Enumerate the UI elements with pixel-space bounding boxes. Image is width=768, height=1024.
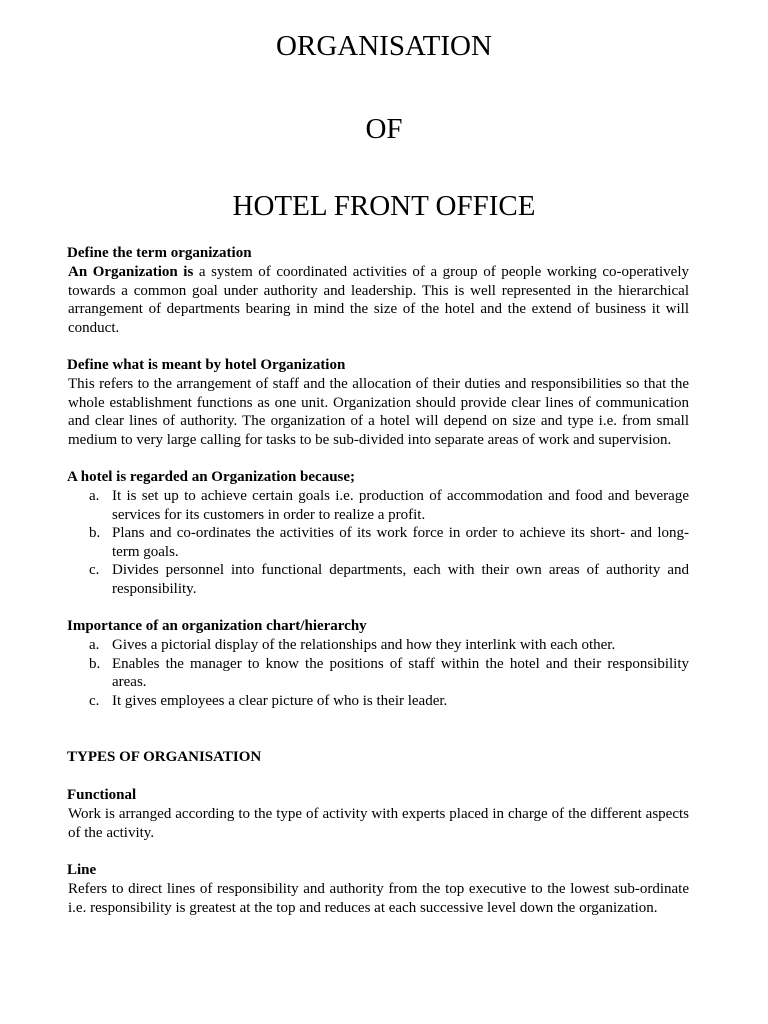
list-marker: c. xyxy=(89,562,100,578)
list-marker: a. xyxy=(89,488,100,504)
paragraph-text: a system of coordinated activities of a group of people working co-operatively towards a common goal under authority and leadership. This is well represented in the hierarchical arrangement of departments bearing in mind the size of the hotel and the extend of business it will conduct. xyxy=(68,264,689,336)
section-paragraph: Work is arranged according to the type of activity with experts placed in charge of the different aspects of the activity. xyxy=(68,806,689,841)
section-hotel-is-organization xyxy=(67,468,689,598)
document-body xyxy=(67,244,689,917)
lead-term: An Organization is xyxy=(68,264,194,280)
title-line-1: ORGANISATION xyxy=(276,30,492,62)
list-item-text: It is set up to achieve certain goals i.e. production of accommodation and food and beverage services for its customers in order to realize a profit. xyxy=(112,488,689,523)
importance-list xyxy=(67,636,689,710)
reasons-list xyxy=(67,487,689,598)
list-item-text: Gives a pictorial display of the relationships and how they interlink with each other. xyxy=(112,637,616,653)
list-item xyxy=(67,487,689,524)
section-heading: Define the term organization xyxy=(67,245,252,261)
section-functional xyxy=(67,786,689,842)
section-paragraph xyxy=(68,263,689,337)
list-item-text: Enables the manager to know the positions of staff within the hotel and their responsibility areas. xyxy=(112,655,689,690)
list-item xyxy=(67,561,689,598)
list-item xyxy=(67,692,689,711)
section-define-hotel-organization xyxy=(67,356,689,449)
list-item xyxy=(67,655,689,692)
list-marker: c. xyxy=(89,692,100,709)
list-item xyxy=(67,524,689,561)
list-marker: a. xyxy=(89,637,100,653)
list-marker: b. xyxy=(89,525,101,541)
section-types-of-organisation xyxy=(67,748,689,767)
section-line xyxy=(67,861,689,917)
section-define-organization xyxy=(67,244,689,337)
section-paragraph: This refers to the arrangement of staff and the allocation of their duties and responsibilities so that the whole establishment functions as one unit. Organization should provide clear lines of communication and clear lines of authority. The organization of a hotel will depend on size and type i.e. from small medium to very large calling for tasks to be sub-divided into separate areas of work and supervision. xyxy=(68,376,689,448)
list-item-text: It gives employees a clear picture of who is their leader. xyxy=(112,692,448,709)
list-item-text: Plans and co-ordinates the activities of its work force in order to achieve its short- and long-term goals. xyxy=(112,525,689,560)
list-item-text: Divides personnel into functional departments, each with their own areas of authority and responsibility. xyxy=(112,562,689,597)
section-heading: Importance of an organization chart/hierarchy xyxy=(67,618,367,634)
section-heading: Define what is meant by hotel Organization xyxy=(67,357,346,373)
section-heading: Line xyxy=(67,862,97,878)
section-importance-of-chart xyxy=(67,617,689,710)
list-marker: b. xyxy=(89,655,101,672)
section-heading: TYPES OF ORGANISATION xyxy=(67,749,262,765)
section-heading: Functional xyxy=(67,787,137,803)
title-line-2: OF xyxy=(365,113,403,145)
section-paragraph: Refers to direct lines of responsibility and authority from the top executive to the lowest sub-ordinate i.e. responsibility is greatest at the top and reduces at each successive level down the organization. xyxy=(68,881,689,916)
title-line-3: HOTEL FRONT OFFICE xyxy=(232,190,536,222)
list-item xyxy=(67,636,689,655)
section-heading: A hotel is regarded an Organization because; xyxy=(67,469,356,485)
